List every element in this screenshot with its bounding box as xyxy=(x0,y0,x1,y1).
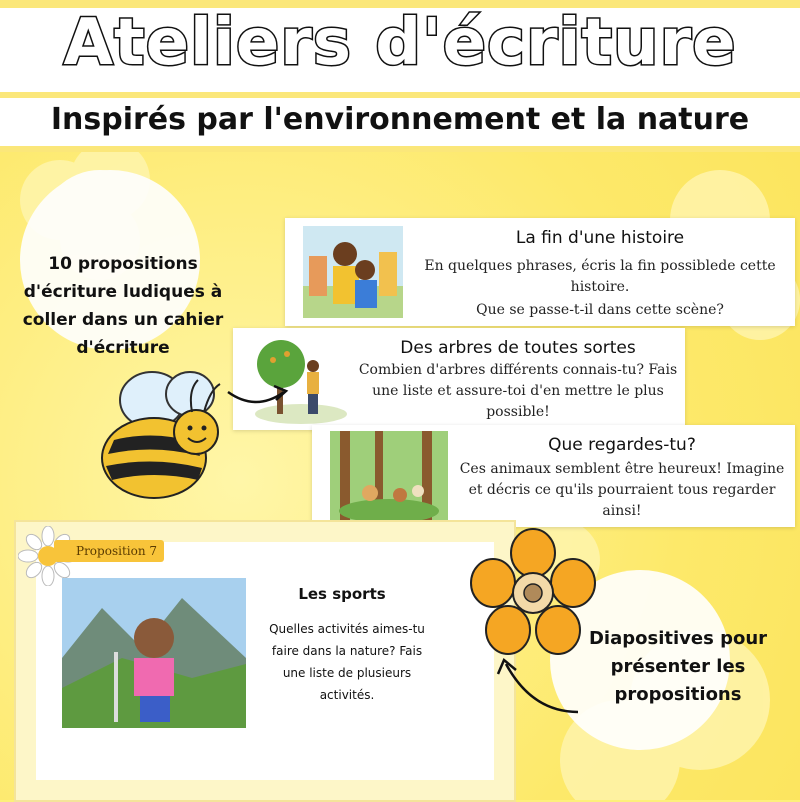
card-1-text: En quelques phrases, écris la fin possiblede cette histoire. xyxy=(424,258,776,295)
header-stripe-mid xyxy=(0,92,800,98)
card-2-text: Combien d'arbres différents connais-tu? Fais une liste et assure-toi d'en mettre le plus possible! xyxy=(358,362,678,420)
arrow-to-slide-icon xyxy=(492,652,582,722)
forest-animals-illustration xyxy=(330,431,448,523)
hiker-illustration xyxy=(62,578,246,728)
card-3-text: Ces animaux semblent être heureux! Imagine et décris ce qu'ils pourraient tous regarder ainsi! xyxy=(459,461,785,519)
slide-title: Les sports xyxy=(298,585,386,603)
slide-proposition-tag: Proposition 7 xyxy=(54,540,164,562)
family-illustration xyxy=(303,226,403,318)
card-1-question: Que se passe-t-il dans cette scène? xyxy=(476,302,724,318)
header xyxy=(0,0,800,152)
card-3-title: Que regardes-tu? xyxy=(548,435,696,455)
prompt-card-2 xyxy=(233,328,685,430)
arrow-to-cards-icon xyxy=(226,372,296,412)
left-caption: 10 propositions d'écriture ludiques à coller dans un cahier d'écriture xyxy=(22,254,224,358)
prompt-card-3 xyxy=(312,425,795,527)
card-1-title: La fin d'une histoire xyxy=(515,228,685,248)
right-caption: Diapositives pour présenter les propositions xyxy=(588,628,768,705)
card-2-title: Des arbres de toutes sortes xyxy=(400,338,636,358)
slide-text: Quelles activités aimes-tu faire dans la nature? Fais une liste de plusieurs activités. xyxy=(269,622,425,702)
page-subtitle: Inspirés par l'environnement et la nature xyxy=(50,102,750,137)
prompt-card-1 xyxy=(285,218,795,326)
page-title: Ateliers d'écriture xyxy=(63,6,737,80)
header-stripe-bottom xyxy=(0,146,800,152)
